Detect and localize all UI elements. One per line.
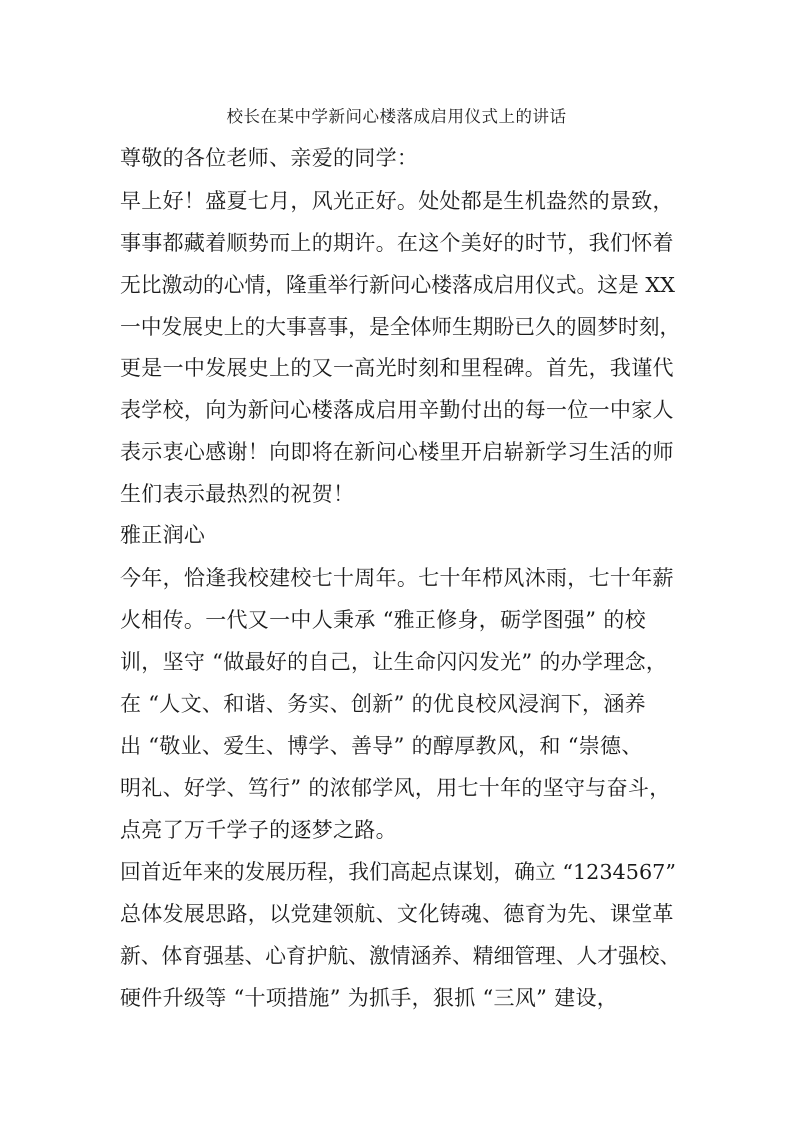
paragraph-line: 回首近年来的发展历程，我们高起点谋划，确立 “1234567” xyxy=(120,860,676,884)
paragraph-line: 早上好！盛夏七月，风光正好。处处都是生机盎然的景致， xyxy=(120,189,674,213)
paragraph-line: 在 “人文、和谐、务实、创新” 的优良校风浸润下，涵养 xyxy=(120,692,646,716)
paragraph-line: 更是一中发展史上的又一高光时刻和里程碑。首先，我谨代 xyxy=(120,356,674,380)
paragraph-line: 硬件升级等 “十项措施” 为抓手，狠抓 “三风” 建设， xyxy=(120,986,619,1010)
paragraph-line: 表示衷心感谢！向即将在新问心楼里开启崭新学习生活的师 xyxy=(120,440,674,464)
salutation: 尊敬的各位老师、亲爱的同学： xyxy=(120,146,419,170)
document-title: 校长在某中学新问心楼落成启用仪式上的讲话 xyxy=(226,107,567,126)
paragraph-line: 生们表示最热烈的祝贺！ xyxy=(120,482,355,506)
paragraph-line: 训，坚守 “做最好的自己，让生命闪闪发光” 的办学理念， xyxy=(120,650,668,674)
paragraph-line: 表学校，向为新问心楼落成启用辛勤付出的每一位一中家人 xyxy=(120,398,674,422)
paragraph-line: 新、体育强基、心育护航、激情涵养、精细管理、人才强校、 xyxy=(120,944,681,968)
paragraph-line: 点亮了万千学子的逐梦之路。 xyxy=(120,818,397,842)
paragraph-line: 总体发展思路，以党建领航、文化铸魂、德育为先、课堂革 xyxy=(120,902,674,926)
paragraph-line: 火相传。一代又一中人秉承 “雅正修身，砺学图强” 的校 xyxy=(120,608,646,632)
paragraph-line: 出 “敬业、爱生、博学、善导” 的醇厚教风，和 “崇德、 xyxy=(120,734,643,758)
paragraph-line: 一中发展史上的大事喜事，是全体师生期盼已久的圆梦时刻， xyxy=(120,315,681,339)
paragraph-line: 无比激动的心情，隆重举行新问心楼落成启用仪式。这是 XX xyxy=(120,273,675,297)
paragraph-line: 明礼、好学、笃行” 的浓郁学风，用七十年的坚守与奋斗， xyxy=(120,776,671,800)
section-heading: 雅正润心 xyxy=(120,523,206,547)
paragraph-line: 今年，恰逢我校建校七十周年。七十年栉风沐雨，七十年薪 xyxy=(120,566,674,590)
paragraph-line: 事事都藏着顺势而上的期许。在这个美好的时节，我们怀着 xyxy=(120,231,674,255)
